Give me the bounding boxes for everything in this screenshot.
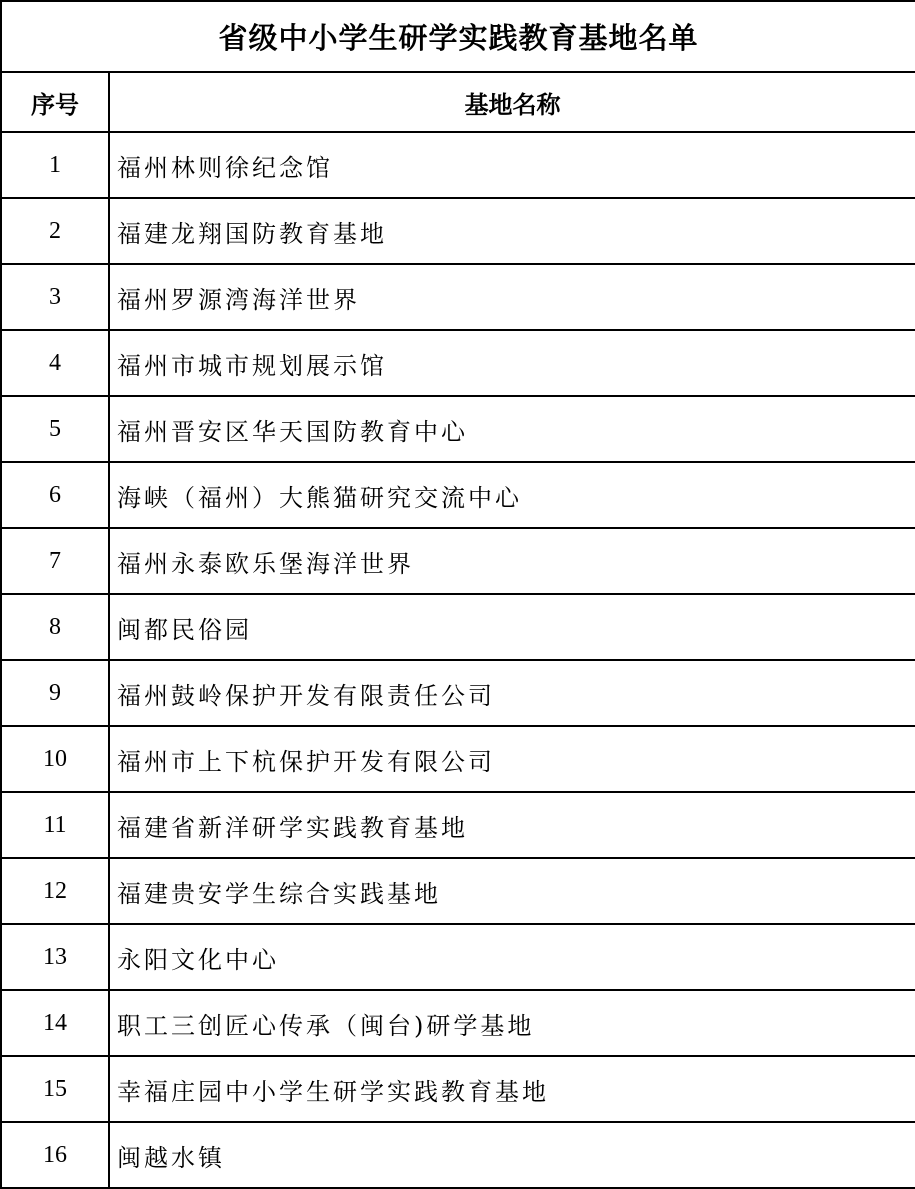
row-index: 14 [1, 990, 109, 1056]
table-row [1, 924, 915, 990]
row-base-name: 福建省新洋研学实践教育基地 [109, 792, 915, 858]
row-base-name: 福州市城市规划展示馆 [109, 330, 915, 396]
row-index: 6 [1, 462, 109, 528]
row-base-name: 福州罗源湾海洋世界 [109, 264, 915, 330]
table-row [1, 462, 915, 528]
row-index: 7 [1, 528, 109, 594]
title-row [1, 1, 915, 72]
row-index: 3 [1, 264, 109, 330]
table-row [1, 198, 915, 264]
table-row [1, 726, 915, 792]
table-row [1, 132, 915, 198]
table-row [1, 660, 915, 726]
header-row [1, 72, 915, 132]
table-row [1, 594, 915, 660]
table-row [1, 1056, 915, 1122]
row-base-name: 福州晋安区华天国防教育中心 [109, 396, 915, 462]
row-base-name: 福州鼓岭保护开发有限责任公司 [109, 660, 915, 726]
table-row [1, 264, 915, 330]
row-base-name: 幸福庄园中小学生研学实践教育基地 [109, 1056, 915, 1122]
row-index: 5 [1, 396, 109, 462]
row-index: 15 [1, 1056, 109, 1122]
table-row [1, 792, 915, 858]
row-index: 11 [1, 792, 109, 858]
row-base-name: 闽都民俗园 [109, 594, 915, 660]
row-index: 9 [1, 660, 109, 726]
row-index: 1 [1, 132, 109, 198]
row-index: 2 [1, 198, 109, 264]
row-index: 13 [1, 924, 109, 990]
table-body [1, 132, 915, 1188]
row-base-name: 福建龙翔国防教育基地 [109, 198, 915, 264]
table-row [1, 396, 915, 462]
row-base-name: 职工三创匠心传承（闽台)研学基地 [109, 990, 915, 1056]
table-row [1, 528, 915, 594]
row-base-name: 永阳文化中心 [109, 924, 915, 990]
table-row [1, 858, 915, 924]
column-header-name: 基地名称 [109, 72, 915, 132]
row-index: 4 [1, 330, 109, 396]
row-base-name: 福州林则徐纪念馆 [109, 132, 915, 198]
table-row [1, 990, 915, 1056]
row-base-name: 闽越水镇 [109, 1122, 915, 1188]
column-header-index: 序号 [1, 72, 109, 132]
row-index: 8 [1, 594, 109, 660]
row-index: 12 [1, 858, 109, 924]
row-base-name: 海峡（福州）大熊猫研究交流中心 [109, 462, 915, 528]
row-index: 10 [1, 726, 109, 792]
table-row [1, 1122, 915, 1188]
row-base-name: 福州永泰欧乐堡海洋世界 [109, 528, 915, 594]
row-base-name: 福建贵安学生综合实践基地 [109, 858, 915, 924]
row-base-name: 福州市上下杭保护开发有限公司 [109, 726, 915, 792]
table-row [1, 330, 915, 396]
table-title: 省级中小学生研学实践教育基地名单 [1, 1, 915, 72]
row-index: 16 [1, 1122, 109, 1188]
